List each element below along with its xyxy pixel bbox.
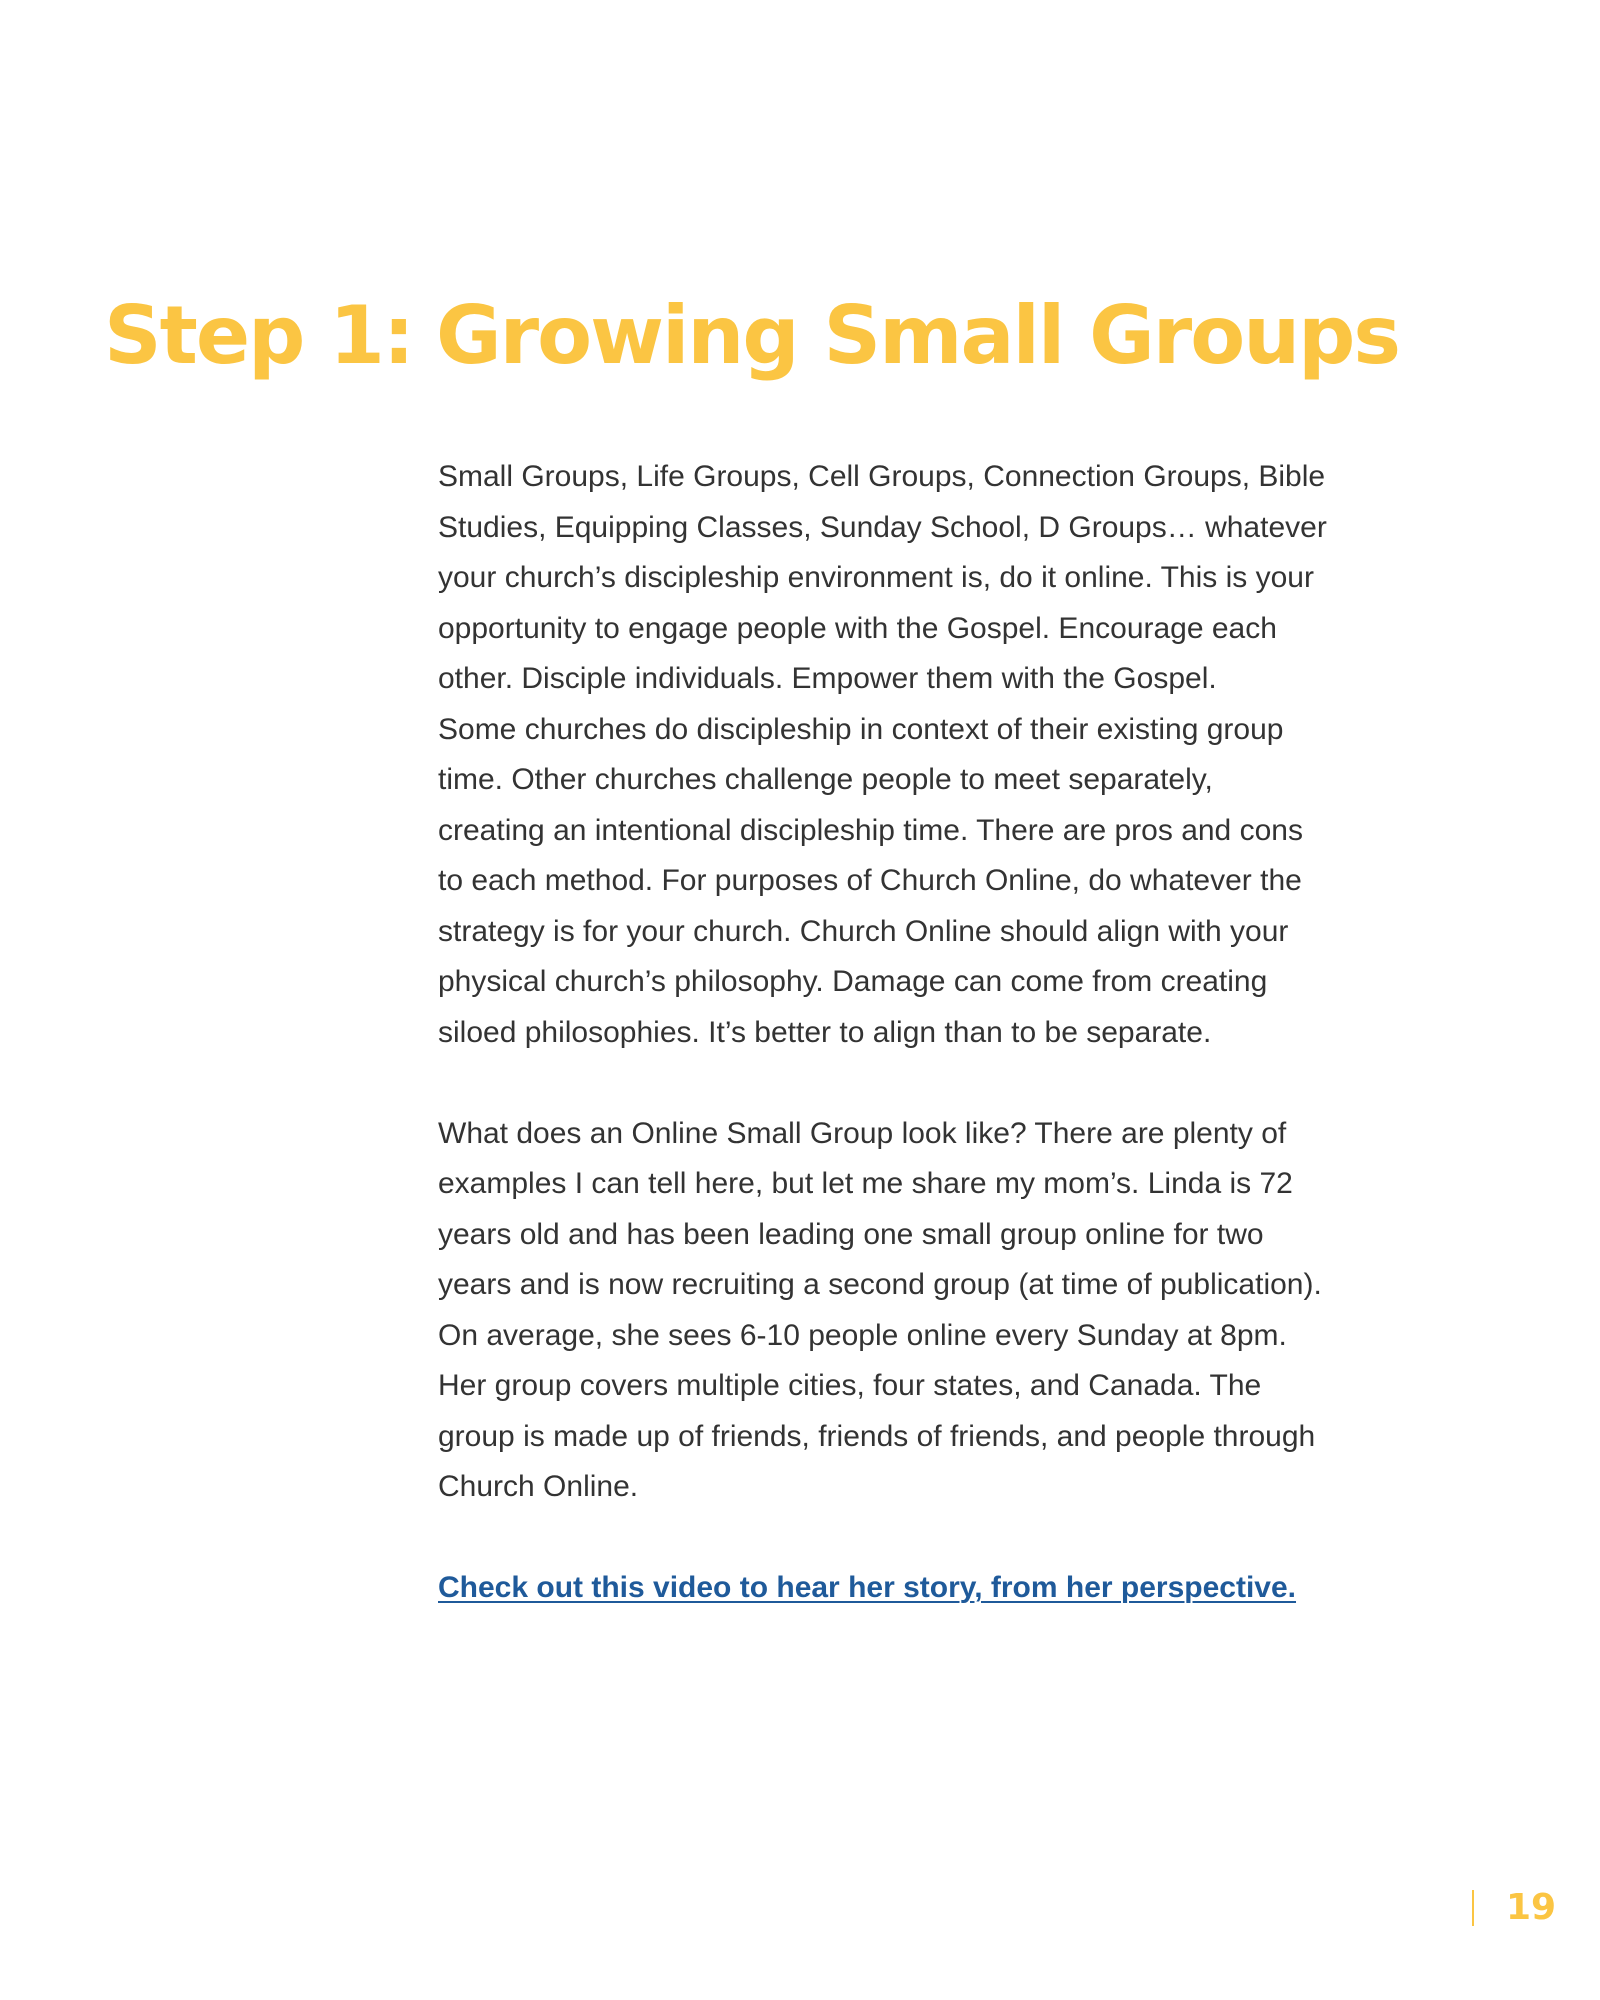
text-line: Some churches do discipleship in context of their existing group: [438, 712, 1284, 746]
text-line: siloed philosophies. It’s better to align than to be separate.: [438, 1015, 1212, 1049]
text-line: Studies, Equipping Classes, Sunday School, D Groups… whatever: [438, 510, 1327, 544]
text-line: On average, she sees 6-10 people online every Sunday at 8pm.: [438, 1318, 1287, 1352]
text-line: physical church’s philosophy. Damage can come from creating: [438, 965, 1268, 998]
text-line: opportunity to engage people with the Gospel. Encourage each: [438, 611, 1277, 645]
text-line: years old and has been leading one small group online for two: [438, 1217, 1264, 1251]
text-line: creating an intentional discipleship time. There are pros and cons: [438, 813, 1303, 847]
text-line: your church’s discipleship environment is, do it online. This is your: [438, 561, 1314, 594]
text-line: examples I can tell here, but let me share my mom’s. Linda is 72: [438, 1167, 1293, 1200]
text-line: Small Groups, Life Groups, Cell Groups, Connection Groups, Bible: [438, 460, 1326, 493]
paragraph-intro: [438, 452, 1438, 1058]
text-line: years and is now recruiting a second group (at time of publication).: [438, 1268, 1322, 1301]
page-number-divider: [1472, 1890, 1474, 1926]
text-line: What does an Online Small Group look like? There are plenty of: [438, 1116, 1287, 1150]
text-line: to each method. For purposes of Church Online, do whatever the: [438, 864, 1302, 897]
text-line: strategy is for your church. Church Online should align with your: [438, 914, 1289, 948]
paragraph-spacer: [438, 1058, 1438, 1109]
page-number: 19: [1506, 1887, 1557, 1928]
text-line: time. Other churches challenge people to meet separately,: [438, 763, 1213, 796]
page-title: Growing Small Groups: [436, 289, 1400, 382]
text-line: other. Disciple individuals. Empower them with the Gospel.: [438, 662, 1217, 695]
step-label: Step 1:: [104, 289, 413, 382]
text-line: Church Online.: [438, 1470, 639, 1503]
text-line: Her group covers multiple cities, four states, and Canada. The: [438, 1369, 1262, 1402]
paragraph-online-group: [438, 1109, 1438, 1513]
text-line: group is made up of friends, friends of friends, and people through: [438, 1419, 1316, 1453]
video-link[interactable]: Check out this video to hear her story, from her perspective.: [438, 1571, 1297, 1604]
paragraph-spacer: [438, 1513, 1438, 1564]
body-text: [438, 452, 1438, 1614]
